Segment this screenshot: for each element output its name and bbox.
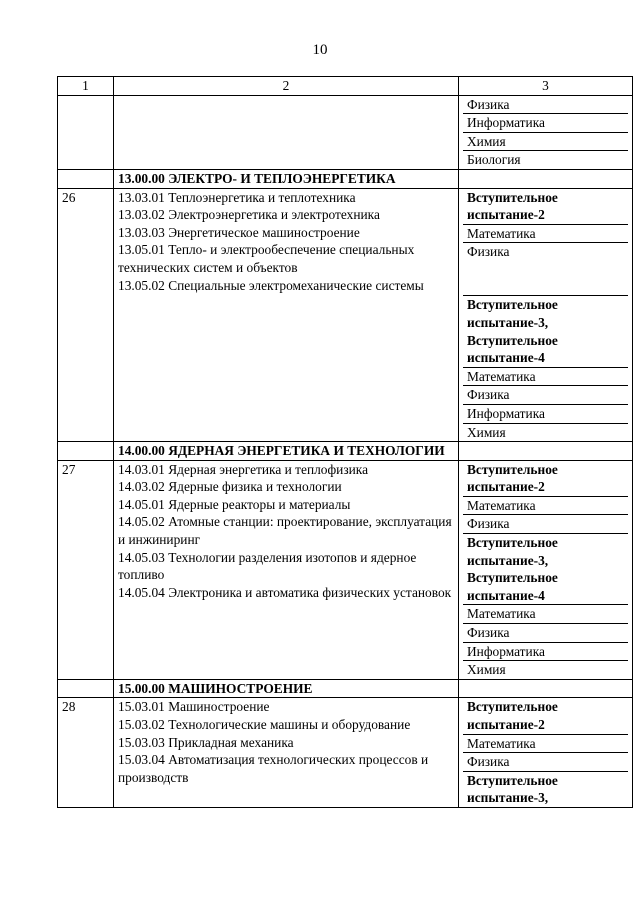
direction-item: 14.05.03 Технологии разделения изотопов и ядерное топливо: [118, 549, 417, 583]
direction-item: 14.05.01 Ядерные реакторы и материалы: [118, 496, 351, 512]
subject-item: Химия: [467, 424, 506, 440]
exam-label: Вступительное испытание-2: [463, 461, 628, 497]
header-col-3: 3: [459, 77, 633, 96]
direction-item: 15.03.03 Прикладная механика: [118, 734, 294, 750]
row-number: 27: [58, 460, 114, 679]
empty-cell: [459, 679, 633, 698]
subjects-cell: [459, 95, 633, 169]
section-title: 14.00.00 ЯДЕРНАЯ ЭНЕРГЕТИКА И ТЕХНОЛОГИИ: [114, 442, 459, 461]
direction-item: 14.05.02 Атомные станции: проектирование, эксплуатация и инжиниринг: [118, 514, 452, 548]
empty-cell: [459, 442, 633, 461]
directions-cell: [114, 460, 459, 679]
subject-item: Биология: [467, 152, 521, 168]
section-content-row: [58, 460, 633, 679]
direction-item: 13.03.01 Теплоэнергетика и теплотехника: [118, 189, 356, 205]
header-col-1: 1: [58, 77, 114, 96]
direction-item: 15.03.01 Машиностроение: [118, 699, 270, 715]
direction-item: 15.03.04 Автоматизация технологических процессов и производств: [118, 752, 429, 785]
header-row: [58, 77, 633, 96]
subject-item: Физика: [463, 243, 628, 296]
continuation-row: [58, 95, 633, 169]
subject-item: Математика: [463, 225, 628, 244]
subject-item: Физика: [463, 753, 628, 772]
exam-label: Вступительное испытание-3, Вступительное испытание-4: [463, 296, 628, 367]
direction-item: 14.03.01 Ядерная энергетика и теплофизика: [118, 461, 369, 477]
specialties-table: [57, 76, 633, 808]
directions-cell: [114, 188, 459, 442]
num-cell: [58, 95, 114, 169]
exam-label: Вступительное испытание-3,: [467, 772, 558, 806]
subject-item: Математика: [463, 735, 628, 754]
direction-item: 15.03.02 Технологические машины и оборудование: [118, 717, 411, 732]
empty-cell: [459, 169, 633, 188]
section-title: 15.00.00 МАШИНОСТРОЕНИЕ: [114, 679, 459, 698]
subject-item: Информатика: [463, 643, 628, 662]
empty-cell: [58, 679, 114, 698]
direction-item: 14.03.02 Ядерные физика и технологии: [118, 479, 342, 495]
direction-item: 14.05.04 Электроника и автоматика физических установок: [118, 584, 452, 600]
subject-item: Математика: [463, 605, 628, 624]
section-header-row: [58, 169, 633, 188]
section-title: 13.00.00 ЭЛЕКТРО- И ТЕПЛОЭНЕРГЕТИКА: [114, 169, 459, 188]
direction-item: 13.05.02 Специальные электромеханические системы: [118, 277, 424, 293]
subject-item: Физика: [463, 96, 628, 115]
direction-item: 13.05.01 Тепло- и электрообеспечение специальных технических систем и объектов: [118, 242, 415, 275]
header-col-2: 2: [114, 77, 459, 96]
directions-cell: [114, 95, 459, 169]
section-header-row: [58, 442, 633, 461]
direction-item: 13.03.03 Энергетическое машиностроение: [118, 224, 360, 240]
subjects-cell: [459, 460, 633, 679]
empty-cell: [58, 169, 114, 188]
subject-item: Химия: [463, 133, 628, 152]
direction-item: 13.03.02 Электроэнергетика и электротехника: [118, 207, 380, 223]
subject-item: Химия: [467, 662, 506, 678]
subject-item: Физика: [463, 515, 628, 534]
subject-item: Математика: [463, 368, 628, 387]
subject-item: Физика: [463, 624, 628, 643]
exam-label: Вступительное испытание-2: [463, 189, 628, 225]
empty-cell: [58, 442, 114, 461]
subject-item: Информатика: [463, 405, 628, 424]
row-number: 26: [58, 188, 114, 442]
exam-label: Вступительное испытание-3, Вступительное испытание-4: [463, 534, 628, 605]
subject-item: Информатика: [463, 114, 628, 133]
section-content-row: [58, 188, 633, 442]
subject-item: Математика: [463, 497, 628, 516]
row-number: 28: [58, 698, 114, 808]
section-content-row: [58, 698, 633, 808]
page-number: 10: [312, 42, 328, 58]
subject-item: Физика: [463, 386, 628, 405]
exam-label: Вступительное испытание-2: [463, 698, 628, 734]
subjects-cell: [459, 188, 633, 442]
subjects-cell: [459, 698, 633, 808]
directions-cell: [114, 698, 459, 808]
section-header-row: [58, 679, 633, 698]
